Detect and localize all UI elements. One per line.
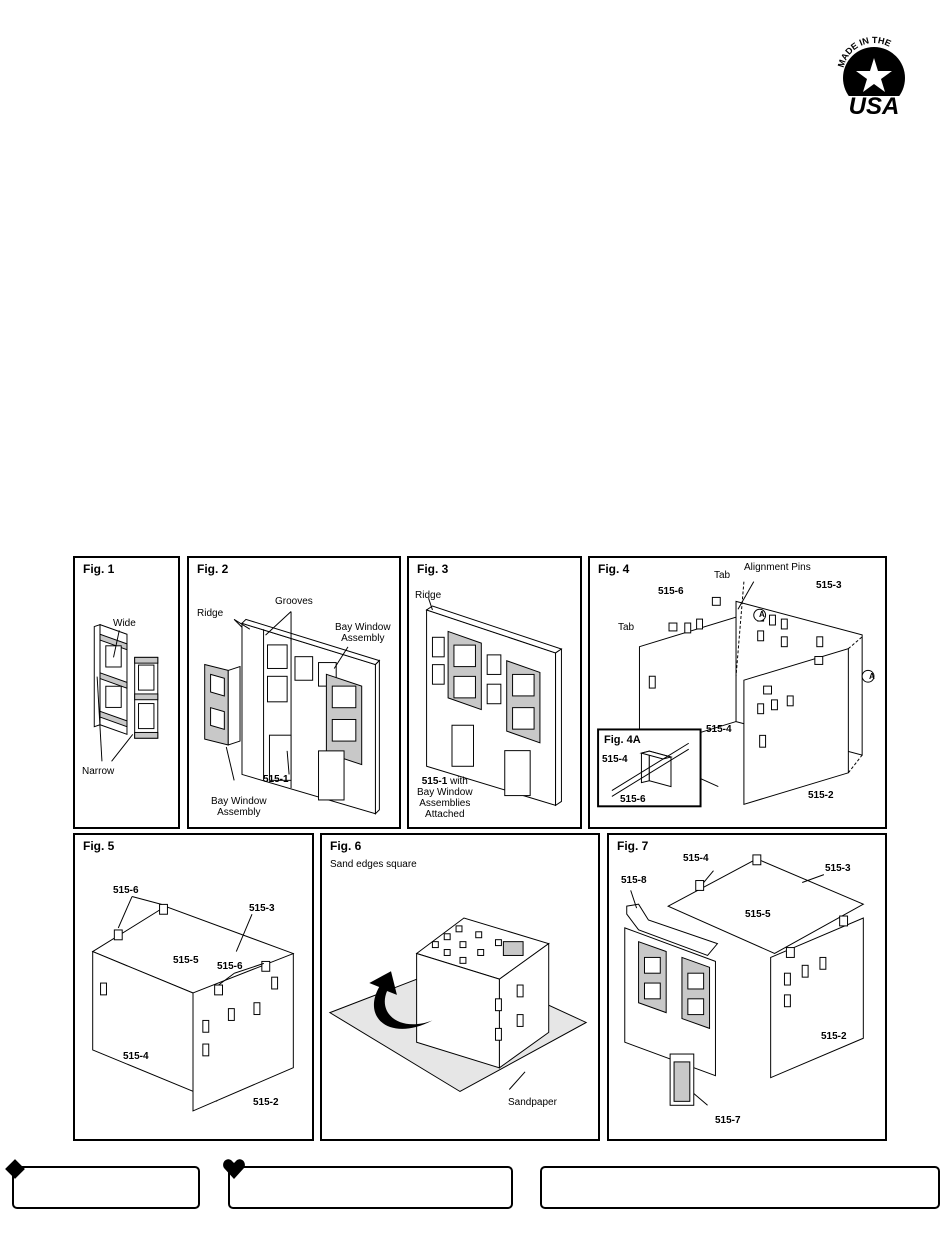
usa-badge-icon [833, 30, 915, 120]
alignment-pins-label: Alignment Pins [744, 562, 811, 573]
sandpaper-label: Sandpaper [508, 1097, 557, 1108]
footer-box-1 [12, 1166, 200, 1209]
fig-5-part-515-4: 515-4 [123, 1051, 149, 1062]
footer-box-3 [540, 1166, 940, 1209]
tab-label-top: Tab [714, 570, 731, 581]
footer-box-2 [228, 1166, 513, 1209]
part-515-1-label: 515-1 [421, 776, 448, 787]
fig-5-part-515-6-top: 515-6 [113, 885, 139, 896]
fig-7-part-515-7: 515-7 [715, 1115, 741, 1126]
svg-text:MADE IN THE: MADE IN THE [835, 34, 893, 69]
fig-1-illustration [75, 558, 178, 827]
fig-4-title: Fig. 4 [598, 562, 630, 576]
fig-5-part-515-5: 515-5 [173, 955, 199, 966]
fig-1-panel [73, 556, 180, 829]
fig-3-caption [417, 776, 473, 820]
fig-3-title: Fig. 3 [417, 562, 449, 576]
fig-7-part-515-4: 515-4 [683, 853, 709, 864]
fig-7-title: Fig. 7 [617, 839, 649, 853]
heart-icon [222, 1158, 246, 1180]
fig-4-part-515-6: 515-6 [658, 586, 684, 597]
fig-7-illustration [609, 835, 885, 1139]
fig-5-illustration [75, 835, 312, 1139]
fig-4a-part-515-4: 515-4 [602, 754, 628, 765]
bay-window-assembly-label-bottom: Bay Window Assembly [211, 796, 267, 818]
fig-4-part-515-4: 515-4 [706, 724, 732, 735]
wide-label: Wide [113, 618, 136, 629]
fig-5-part-515-3: 515-3 [249, 903, 275, 914]
fig-2-title: Fig. 2 [197, 562, 229, 576]
grooves-label: Grooves [275, 596, 313, 607]
fig-7-part-515-2: 515-2 [821, 1031, 847, 1042]
fig-2-panel [187, 556, 401, 829]
made-in-usa-badge [833, 30, 915, 120]
fig-4-part-515-3: 515-3 [816, 580, 842, 591]
ridge-label: Ridge [415, 590, 442, 601]
fig-7-panel [607, 833, 887, 1141]
fig-7-part-515-5: 515-5 [745, 909, 771, 920]
svg-text:USA: USA [848, 93, 900, 120]
fig-5-panel [73, 833, 314, 1141]
marker-a-2: A [869, 672, 875, 681]
fig-4a-title: Fig. 4A [604, 734, 641, 746]
fig-4-panel [588, 556, 887, 829]
bay-window-assembly-label-top: Bay Window Assembly [335, 622, 391, 644]
fig-4-illustration [590, 558, 885, 827]
narrow-label: Narrow [82, 766, 115, 777]
fig-5-title: Fig. 5 [83, 839, 115, 853]
ridge-label: Ridge [197, 608, 224, 619]
fig-3-panel [407, 556, 582, 829]
fig-3-caption-text: with Bay Window Assemblies Attached [417, 776, 473, 820]
fig-6-subtitle: Sand edges square [330, 859, 417, 870]
part-515-1-label: 515-1 [263, 774, 289, 785]
fig-5-part-515-6-bottom: 515-6 [217, 961, 243, 972]
tab-label-left: Tab [618, 622, 635, 633]
fig-5-part-515-2: 515-2 [253, 1097, 279, 1108]
fig-6-illustration [322, 835, 598, 1139]
fig-6-panel [320, 833, 600, 1141]
fig-7-part-515-3: 515-3 [825, 863, 851, 874]
fig-7-part-515-8: 515-8 [621, 875, 647, 886]
fig-1-title: Fig. 1 [83, 562, 115, 576]
fig-6-title: Fig. 6 [330, 839, 362, 853]
fig-4-part-515-2: 515-2 [808, 790, 834, 801]
fig-4a-part-515-6: 515-6 [620, 794, 646, 805]
marker-a-1: A [759, 610, 765, 619]
